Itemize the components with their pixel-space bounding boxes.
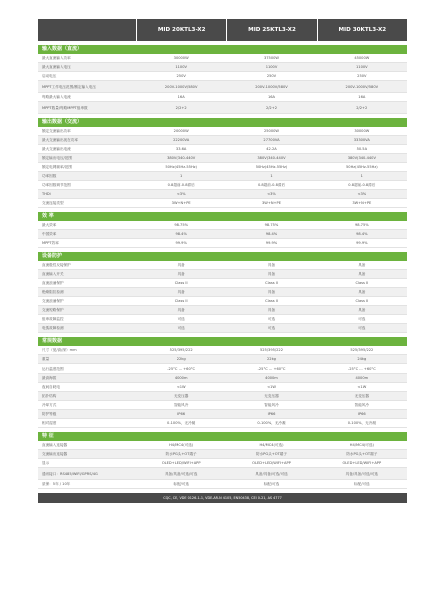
spec-value-model-2: 无变压器 bbox=[264, 394, 279, 398]
spec-value-model-3: 可选 bbox=[358, 326, 366, 330]
spec-section bbox=[38, 337, 407, 428]
spec-label: 相对湿度 bbox=[42, 421, 57, 425]
spec-value-model-3: 98.4% bbox=[356, 232, 368, 236]
section-rows bbox=[38, 441, 407, 489]
spec-row bbox=[38, 181, 407, 190]
spec-row bbox=[38, 315, 407, 324]
spec-value-model-1: 1 bbox=[180, 174, 183, 178]
spec-value-model-2: Class II bbox=[265, 299, 278, 303]
spec-label: 功率因数 bbox=[42, 174, 57, 178]
spec-value-model-1: 30000W bbox=[173, 56, 189, 60]
spec-value-model-2: 具备 bbox=[267, 263, 276, 267]
spec-value-model-1: 2/2+2 bbox=[175, 105, 187, 110]
model-name-3: MID 30KTL3-X2 bbox=[317, 19, 407, 41]
section-title: 效 率 bbox=[38, 212, 407, 221]
spec-label: MPPT效率 bbox=[42, 241, 59, 245]
spec-value-model-2: 0.8超前-0.8滞后 bbox=[257, 183, 286, 187]
spec-value-model-1: 可选 bbox=[177, 326, 185, 330]
spec-value-model-3: 16A bbox=[358, 95, 366, 99]
spec-row bbox=[38, 459, 407, 468]
spec-value-model-2: 3W+N+PE bbox=[261, 201, 281, 205]
spec-value-model-1: 0-100%，无冷凝 bbox=[167, 421, 196, 425]
spec-row bbox=[38, 136, 407, 145]
spec-label: 尺寸（宽/高/深）mm bbox=[42, 348, 77, 352]
spec-value-model-2: 37500W bbox=[263, 56, 279, 60]
spec-label: MPPT工作电压范围/额定输入电压 bbox=[42, 84, 96, 89]
model-header bbox=[38, 19, 407, 41]
spec-row bbox=[38, 163, 407, 172]
spec-row bbox=[38, 468, 407, 480]
spec-row bbox=[38, 346, 407, 355]
spec-row bbox=[38, 324, 407, 333]
spec-value-model-2: 可选 bbox=[267, 326, 276, 330]
spec-value-model-1: 具备 bbox=[177, 290, 185, 294]
spec-label: 最大直流输入电压 bbox=[42, 65, 71, 69]
spec-value-model-1: 无变压器 bbox=[173, 394, 189, 398]
spec-value-model-2: 50Hz(45Hz-55Hz) bbox=[255, 165, 288, 169]
spec-value-model-1: <1W bbox=[176, 385, 186, 389]
section-rows bbox=[38, 127, 407, 208]
spec-row bbox=[38, 230, 407, 239]
spec-value-model-2: 1 bbox=[270, 174, 273, 178]
spec-label: 每路最大输入电流 bbox=[42, 95, 71, 99]
spec-row bbox=[38, 374, 407, 383]
spec-value-model-3: Class II bbox=[355, 299, 369, 303]
spec-row bbox=[38, 306, 407, 315]
spec-row bbox=[38, 154, 407, 163]
spec-value-model-1: 20000W bbox=[173, 129, 189, 133]
model-name-1: MID 20KTL3-X2 bbox=[136, 19, 226, 41]
spec-value-model-3: 98.75% bbox=[354, 223, 369, 227]
spec-row bbox=[38, 297, 407, 306]
spec-section bbox=[38, 118, 407, 208]
header-blank-cell bbox=[38, 19, 136, 41]
spec-value-model-3: 标配/可选 bbox=[354, 482, 370, 486]
spec-value-model-2: OLED+LED/WIFI+APP bbox=[252, 461, 291, 465]
spec-label: 交流短路保护 bbox=[42, 308, 64, 312]
spec-value-model-3: 具备/具备/可选/可选 bbox=[345, 471, 379, 476]
spec-value-model-3: 33300VA bbox=[353, 138, 370, 142]
spec-label: 功率因数调节范围 bbox=[42, 183, 71, 187]
spec-value-model-3: 200V-1000V/580V bbox=[345, 84, 379, 89]
spec-row bbox=[38, 441, 407, 450]
spec-row bbox=[38, 450, 407, 459]
spec-value-model-1: OLED+LED/WIFI+APP bbox=[161, 461, 201, 465]
spec-value-model-3: 3W+N+PE bbox=[352, 201, 372, 205]
spec-value-model-3: 1100V bbox=[356, 65, 368, 69]
spec-value-model-1: 380V(340-440V bbox=[167, 156, 196, 160]
spec-value-model-2: -25°C ... +60°C bbox=[257, 366, 286, 371]
spec-value-model-3: 99.9% bbox=[356, 241, 368, 245]
spec-row bbox=[38, 54, 407, 63]
spec-value-model-2: 具备 bbox=[267, 272, 276, 276]
spec-value-model-2: 1100V bbox=[265, 65, 278, 69]
spec-value-model-2: 0-100%，无冷凝 bbox=[257, 421, 286, 425]
spec-row bbox=[38, 383, 407, 392]
spec-value-model-3: 250V bbox=[357, 74, 367, 78]
section-rows bbox=[38, 221, 407, 248]
spec-label: MPPT数量/每路MPPT组串数 bbox=[42, 105, 88, 110]
spec-value-model-1: 22200VA bbox=[173, 138, 190, 142]
spec-label: 冷却方式 bbox=[42, 403, 57, 407]
spec-value-model-3: 智能风冷 bbox=[354, 403, 369, 407]
spec-label: 最大效率 bbox=[42, 223, 57, 227]
spec-value-model-3: OLED+LED/WIFI+APP bbox=[342, 461, 382, 465]
spec-label: 直流浪涌保护 bbox=[42, 281, 64, 285]
spec-label: 最大交流输出电流 bbox=[42, 147, 71, 151]
spec-value-model-2: 可选 bbox=[267, 317, 276, 321]
spec-label: 最大交流输出视在功率 bbox=[42, 138, 78, 142]
spec-value-model-1: 22kg bbox=[176, 357, 186, 361]
spec-label: 通讯接口：RS485/WIFI/GPRS/4G bbox=[42, 471, 98, 476]
spec-value-model-2: 25000W bbox=[263, 129, 279, 133]
spec-value-model-2: 具备/具备/可选/可选 bbox=[255, 471, 288, 476]
spec-row bbox=[38, 239, 407, 248]
spec-value-model-3: 525/395/222 bbox=[350, 348, 374, 352]
spec-value-model-2: 2/2+2 bbox=[265, 105, 278, 110]
spec-value-model-3: <3% bbox=[357, 192, 367, 196]
spec-value-model-2: 42.2A bbox=[266, 147, 277, 151]
section-rows bbox=[38, 261, 407, 333]
spec-value-model-1: 具备 bbox=[177, 308, 185, 312]
spec-value-model-3: 45000W bbox=[354, 56, 370, 60]
spec-label: 质保：5年 / 10年 bbox=[42, 482, 71, 486]
spec-value-model-3: 0-100%，无冷凝 bbox=[347, 421, 376, 425]
spec-value-model-3: 防水PG头+OT端子 bbox=[346, 452, 378, 456]
spec-label: 交流浪涌保护 bbox=[42, 299, 64, 303]
spec-value-model-1: 具备 bbox=[177, 272, 185, 276]
spec-value-model-1: Class II bbox=[174, 281, 188, 285]
spec-row bbox=[38, 172, 407, 181]
spec-value-model-1: 具备 bbox=[177, 263, 185, 267]
spec-label: 启动电压 bbox=[42, 74, 57, 78]
spec-value-model-3: 24kg bbox=[357, 357, 367, 361]
spec-value-model-3: 具备 bbox=[358, 272, 366, 276]
spec-row bbox=[38, 288, 407, 297]
spec-value-model-1: 可选 bbox=[177, 317, 185, 321]
spec-value-model-1: 33.6A bbox=[175, 147, 187, 151]
spec-label: 夜间自耗电 bbox=[42, 385, 60, 389]
spec-section bbox=[38, 212, 407, 248]
section-title: 设备防护 bbox=[38, 252, 407, 261]
spec-value-model-3: -25°C ... +60°C bbox=[347, 366, 376, 371]
spec-value-model-1: 智能风冷 bbox=[173, 403, 189, 407]
spec-label: 额定输出电压/范围 bbox=[42, 156, 72, 160]
spec-value-model-1: 1100V bbox=[175, 65, 187, 69]
spec-label: 防护等级 bbox=[42, 412, 57, 416]
spec-value-model-3: <1W bbox=[357, 385, 367, 389]
spec-section bbox=[38, 432, 407, 489]
spec-value-model-3: 50Hz(45Hz-55Hz) bbox=[346, 165, 378, 169]
spec-value-model-1: 250V bbox=[176, 74, 186, 78]
spec-value-model-2: H4/MC4(可选) bbox=[259, 443, 284, 447]
spec-row bbox=[38, 127, 407, 136]
spec-value-model-1: -25°C ... +60°C bbox=[167, 366, 196, 371]
spec-row bbox=[38, 190, 407, 199]
spec-row bbox=[38, 401, 407, 410]
spec-row bbox=[38, 392, 407, 401]
spec-value-model-3: 380V(340-440V bbox=[347, 156, 376, 160]
certification-footer: CQC, CE, VDE 0126-1-1, VDE-AR-N 4105, EN50438, CEI 0-21, AS 4777 bbox=[38, 493, 407, 503]
spec-value-model-2: 200V-1000V/580V bbox=[255, 84, 288, 89]
spec-row bbox=[38, 480, 407, 489]
spec-label: 最大直流输入功率 bbox=[42, 56, 71, 60]
spec-value-model-1: 98.75% bbox=[174, 223, 189, 227]
spec-value-model-2: IP66 bbox=[267, 412, 276, 416]
spec-row bbox=[38, 199, 407, 208]
spec-value-model-1: IP66 bbox=[177, 412, 186, 416]
spec-value-model-3: 2/2+2 bbox=[356, 105, 368, 110]
spec-value-model-2: 98.4% bbox=[265, 232, 278, 236]
spec-row bbox=[38, 410, 407, 419]
spec-value-model-2: Class II bbox=[265, 281, 278, 285]
spec-value-model-1: 0.8超前-0.8滞后 bbox=[167, 183, 195, 187]
spec-value-model-1: H4/MC4(可选) bbox=[169, 443, 194, 447]
spec-label: 直流输入连接器 bbox=[42, 443, 68, 447]
spec-label: 绝缘阻抗检测 bbox=[42, 290, 64, 294]
spec-value-model-2: 智能风冷 bbox=[264, 403, 279, 407]
spec-row bbox=[38, 279, 407, 288]
spec-label: 重量 bbox=[42, 357, 50, 361]
spec-value-model-3: 50.5A bbox=[356, 147, 368, 151]
spec-row bbox=[38, 221, 407, 230]
spec-row bbox=[38, 419, 407, 428]
spec-value-model-3: 可选 bbox=[358, 317, 366, 321]
spec-value-model-2: 具备 bbox=[267, 290, 276, 294]
spec-value-model-2: 525/395/222 bbox=[259, 348, 283, 352]
spec-section bbox=[38, 252, 407, 333]
spec-value-model-3: 4000m bbox=[355, 376, 369, 380]
spec-value-model-3: 具备 bbox=[358, 308, 366, 312]
spec-row bbox=[38, 364, 407, 374]
spec-value-model-1: 防水PG头+OT端子 bbox=[165, 452, 197, 456]
spec-label: 交流连接类型 bbox=[42, 201, 64, 205]
spec-value-model-2: <1W bbox=[267, 385, 276, 389]
spec-value-model-1: 99.9% bbox=[175, 241, 187, 245]
spec-row bbox=[38, 355, 407, 364]
spec-value-model-2: 250V bbox=[266, 74, 277, 78]
spec-label: 最高海拔 bbox=[42, 376, 57, 380]
spec-value-model-2: 具备 bbox=[267, 308, 276, 312]
spec-row bbox=[38, 270, 407, 279]
spec-label: 额定电网频率/范围 bbox=[42, 165, 72, 169]
spec-value-model-1: 4000m bbox=[174, 376, 188, 380]
spec-row bbox=[38, 102, 407, 114]
spec-value-model-1: <3% bbox=[176, 192, 186, 196]
spec-value-model-1: 3W+N+PE bbox=[171, 201, 191, 205]
section-title: 输出数据（交流） bbox=[38, 118, 407, 127]
spec-value-model-3: 具备 bbox=[358, 263, 366, 267]
section-rows bbox=[38, 346, 407, 428]
spec-value-model-1: 具备/具备/可选/可选 bbox=[164, 471, 198, 476]
spec-label: 拓扑结构 bbox=[42, 394, 57, 398]
model-name-2: MID 25KTL3-X2 bbox=[226, 19, 316, 41]
spec-label: 直流极性反接保护 bbox=[42, 263, 71, 267]
spec-value-model-3: Class II bbox=[355, 281, 369, 285]
spec-row bbox=[38, 72, 407, 81]
spec-row bbox=[38, 81, 407, 93]
spec-value-model-2: 标配/可选 bbox=[263, 482, 280, 486]
spec-value-model-1: Class II bbox=[174, 299, 188, 303]
spec-label: 运行温度范围 bbox=[42, 366, 64, 371]
spec-value-model-1: 200V-1000V/580V bbox=[164, 84, 198, 89]
spec-value-model-3: 具备 bbox=[358, 290, 366, 294]
section-rows bbox=[38, 54, 407, 114]
spec-value-model-3: 30000W bbox=[354, 129, 370, 133]
section-title: 输入数据（直流） bbox=[38, 45, 407, 54]
spec-value-model-1: 525/395/222 bbox=[169, 348, 193, 352]
spec-value-model-1: 16A bbox=[177, 95, 185, 99]
spec-value-model-2: 22kg bbox=[267, 357, 276, 361]
spec-label: 直流输入开关 bbox=[42, 272, 64, 276]
spec-row bbox=[38, 93, 407, 102]
spec-row bbox=[38, 63, 407, 72]
spec-label: 交流输出连接器 bbox=[42, 452, 68, 456]
spec-label: 额定交流输出功率 bbox=[42, 129, 71, 133]
spec-sheet bbox=[38, 19, 407, 503]
spec-value-model-3: IP66 bbox=[357, 412, 366, 416]
spec-row bbox=[38, 261, 407, 270]
spec-value-model-1: 标配/可选 bbox=[173, 482, 189, 486]
spec-value-model-3: 0.8超前-0.8滞后 bbox=[348, 183, 376, 187]
spec-value-model-2: <3% bbox=[267, 192, 276, 196]
spec-label: 组串故障监控 bbox=[42, 317, 64, 321]
spec-value-model-2: 防水PG头+OT端子 bbox=[256, 452, 287, 456]
spec-label: 显示 bbox=[42, 461, 50, 465]
spec-label: 中国效率 bbox=[42, 232, 57, 236]
spec-value-model-2: 380V(340-440V bbox=[257, 156, 286, 160]
spec-value-model-2: 27700VA bbox=[263, 138, 280, 142]
spec-section bbox=[38, 45, 407, 114]
section-title: 特 征 bbox=[38, 432, 407, 441]
spec-value-model-3: H4/MC4(可选) bbox=[349, 443, 374, 447]
spec-value-model-2: 4000m bbox=[265, 376, 278, 380]
spec-sections bbox=[38, 45, 407, 489]
spec-value-model-3: 无变压器 bbox=[354, 394, 369, 398]
spec-value-model-1: 50Hz(45Hz-55Hz) bbox=[165, 165, 197, 169]
spec-label: 电弧故障检测 bbox=[42, 326, 64, 330]
spec-label: THDi bbox=[42, 192, 51, 196]
spec-value-model-2: 99.9% bbox=[265, 241, 278, 245]
section-title: 常规数据 bbox=[38, 337, 407, 346]
spec-value-model-3: 1 bbox=[360, 174, 363, 178]
spec-value-model-1: 98.4% bbox=[175, 232, 187, 236]
spec-row bbox=[38, 145, 407, 154]
spec-value-model-2: 16A bbox=[267, 95, 276, 99]
spec-value-model-2: 98.75% bbox=[264, 223, 279, 227]
